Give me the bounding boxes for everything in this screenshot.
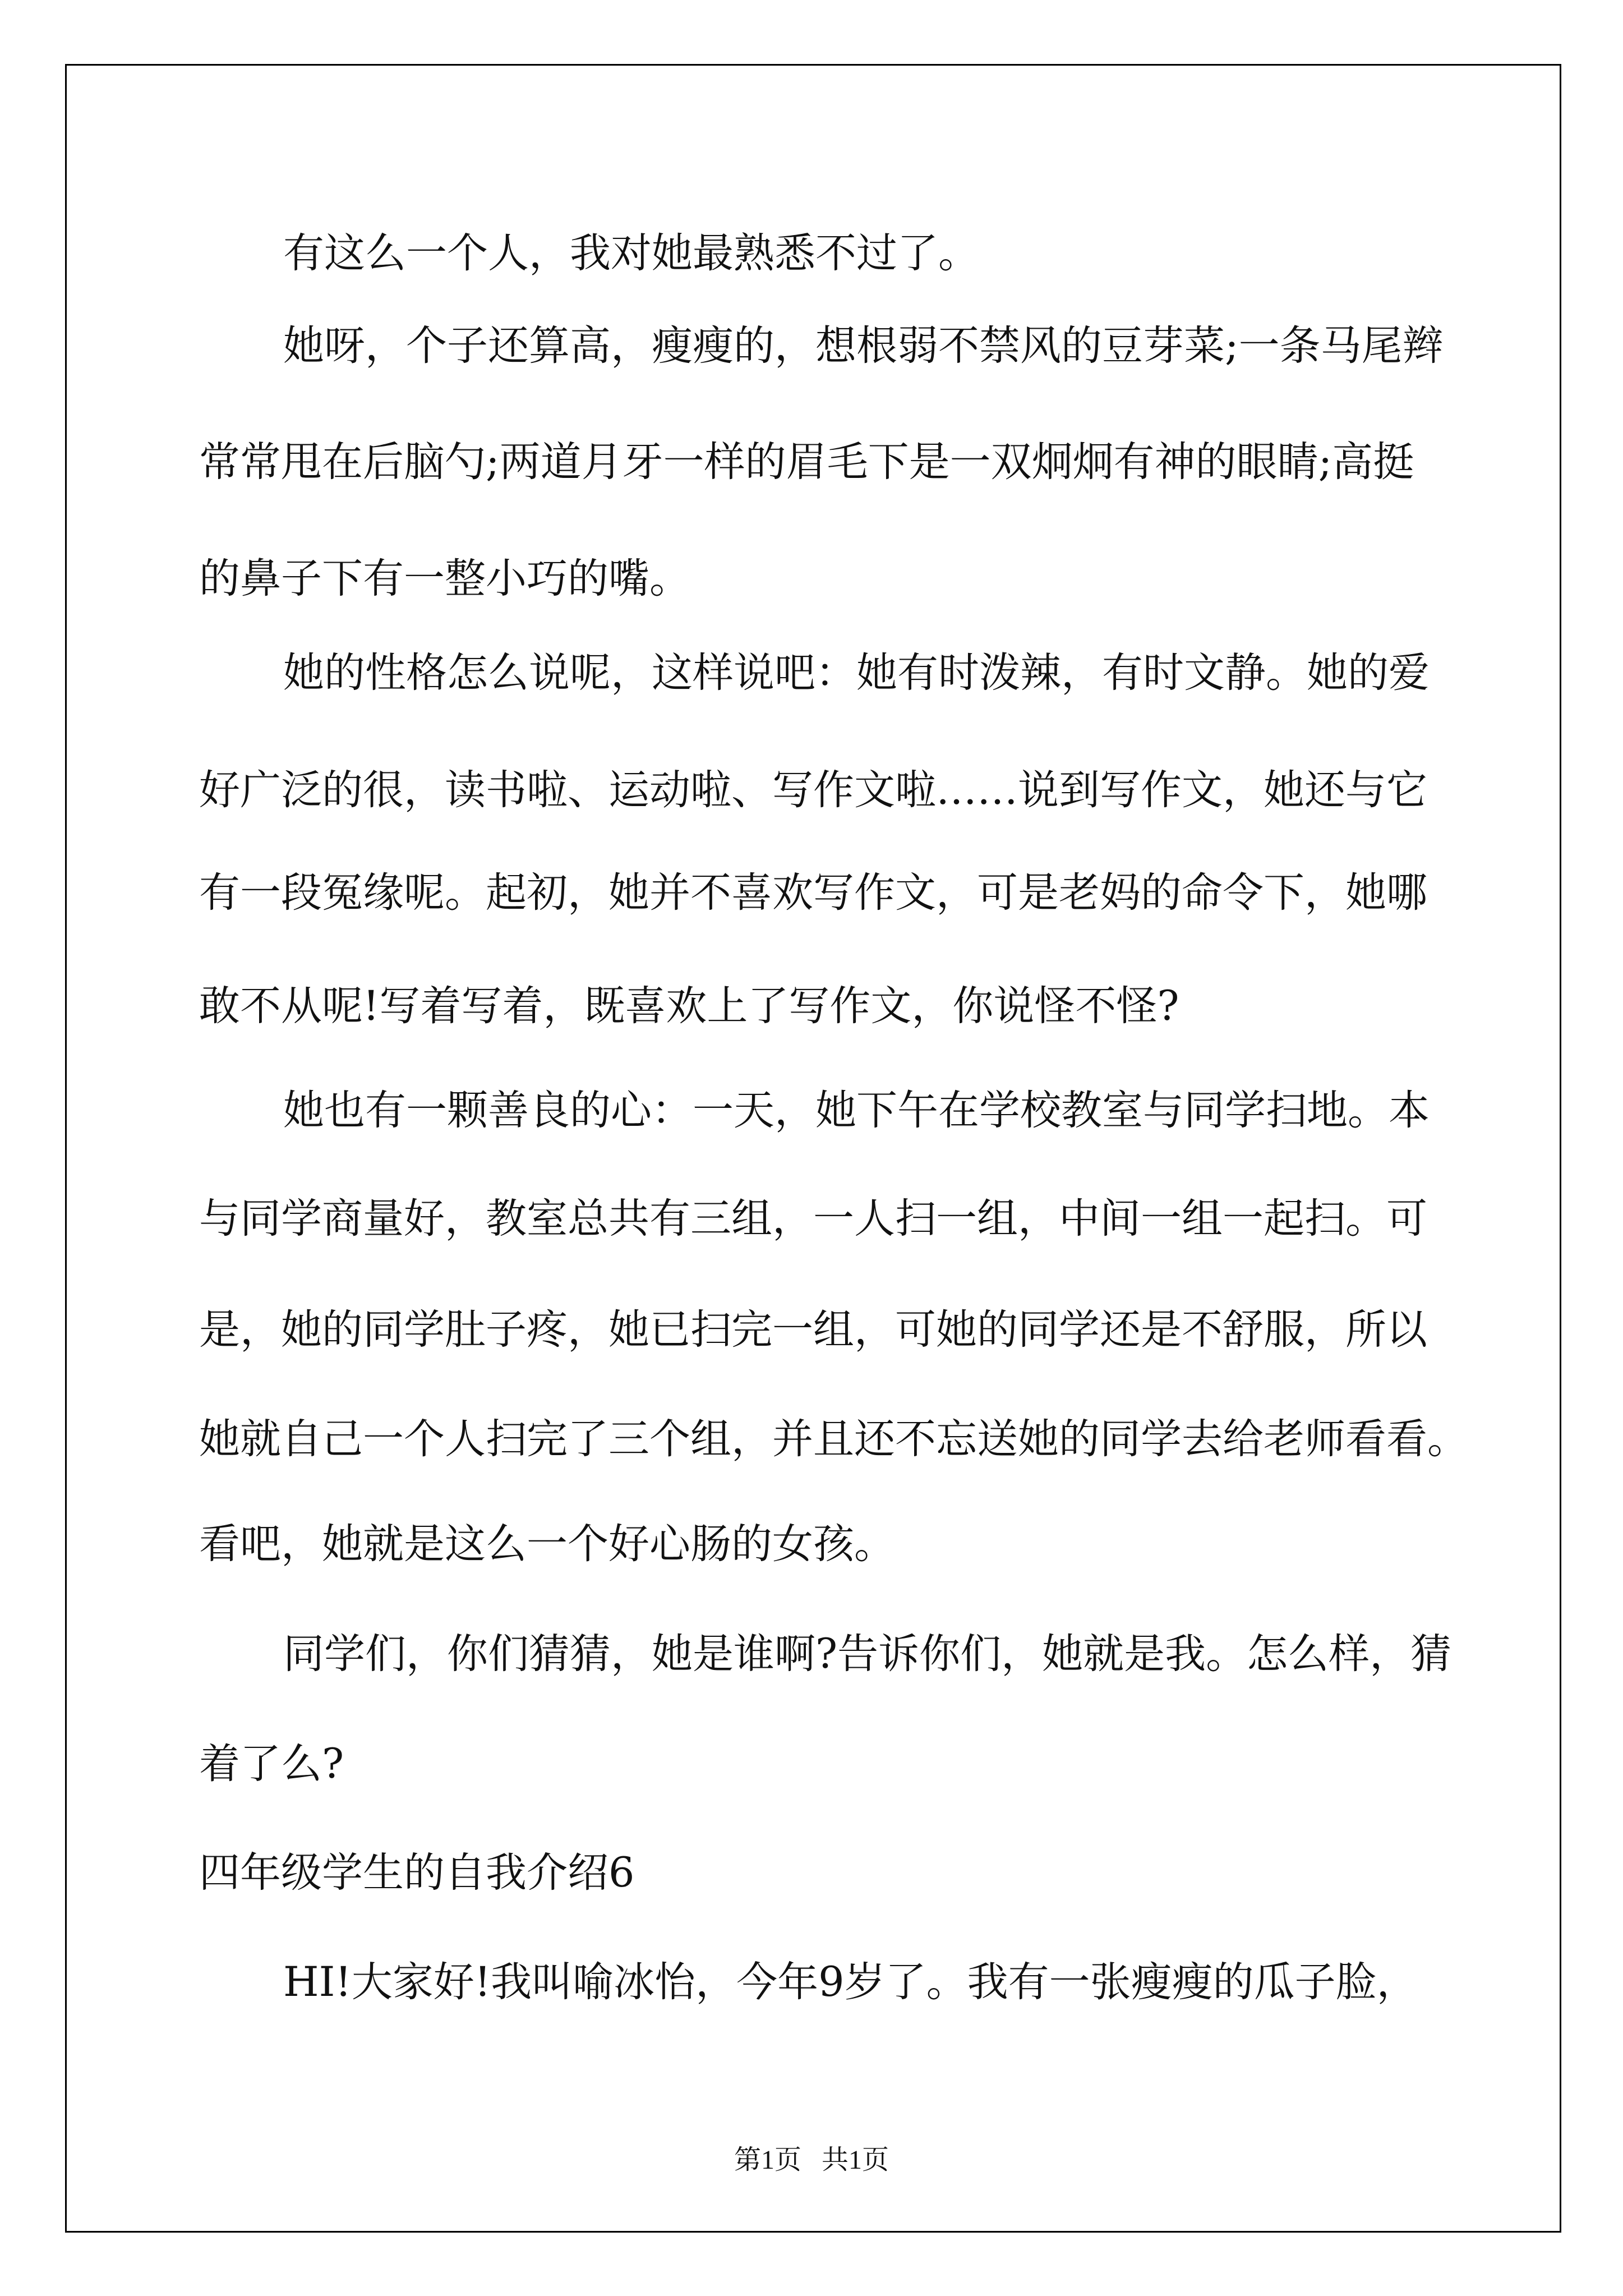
text-line: 同学们，你们猜猜，她是谁啊?告诉你们，她就是我。怎么样，猜: [283, 1630, 1452, 1678]
text-line: 好广泛的很，读书啦、运动啦、写作文啦……说到写作文，她还与它: [199, 766, 1427, 814]
text-line: 看吧，她就是这么一个好心肠的女孩。: [199, 1520, 895, 1568]
text-line: 她呀，个子还算高，瘦瘦的，想根弱不禁风的豆芽菜;一条马尾辫: [283, 322, 1444, 370]
text-line: 有一段冤缘呢。起初，她并不喜欢写作文，可是老妈的命令下，她哪: [199, 869, 1427, 917]
page-number-footer: 第1页 共1页: [734, 2145, 889, 2175]
text-line: 是，她的同学肚子疼，她已扫完一组，可她的同学还是不舒服，所以: [199, 1306, 1427, 1354]
text-line: 敢不从呢!写着写着，既喜欢上了写作文，你说怪不怪?: [199, 982, 1179, 1030]
text-line: 她也有一颗善良的心：一天，她下午在学校教室与同学扫地。本: [283, 1087, 1430, 1134]
section-heading: 四年级学生的自我介绍6: [199, 1849, 635, 1897]
text-line: 的鼻子下有一整小巧的嘴。: [199, 555, 690, 602]
text-line: 有这么一个人，我对她最熟悉不过了。: [283, 229, 979, 277]
page-border: [65, 64, 1561, 2233]
text-line: 常常甩在后脑勺;两道月牙一样的眉毛下是一双炯炯有神的眼睛;高挺: [199, 438, 1414, 486]
text-line: 与同学商量好，教室总共有三组，一人扫一组，中间一组一起扫。可: [199, 1195, 1427, 1243]
text-line: 她就自己一个人扫完了三个组，并且还不忘送她的同学去给老师看看。: [199, 1415, 1468, 1463]
text-line: 她的性格怎么说呢，这样说吧：她有时泼辣，有时文静。她的爱: [283, 649, 1430, 697]
text-line: HI!大家好!我叫喻冰怡，今年9岁了。我有一张瘦瘦的瓜子脸，: [283, 1958, 1418, 2006]
text-line: 着了么?: [199, 1740, 344, 1788]
